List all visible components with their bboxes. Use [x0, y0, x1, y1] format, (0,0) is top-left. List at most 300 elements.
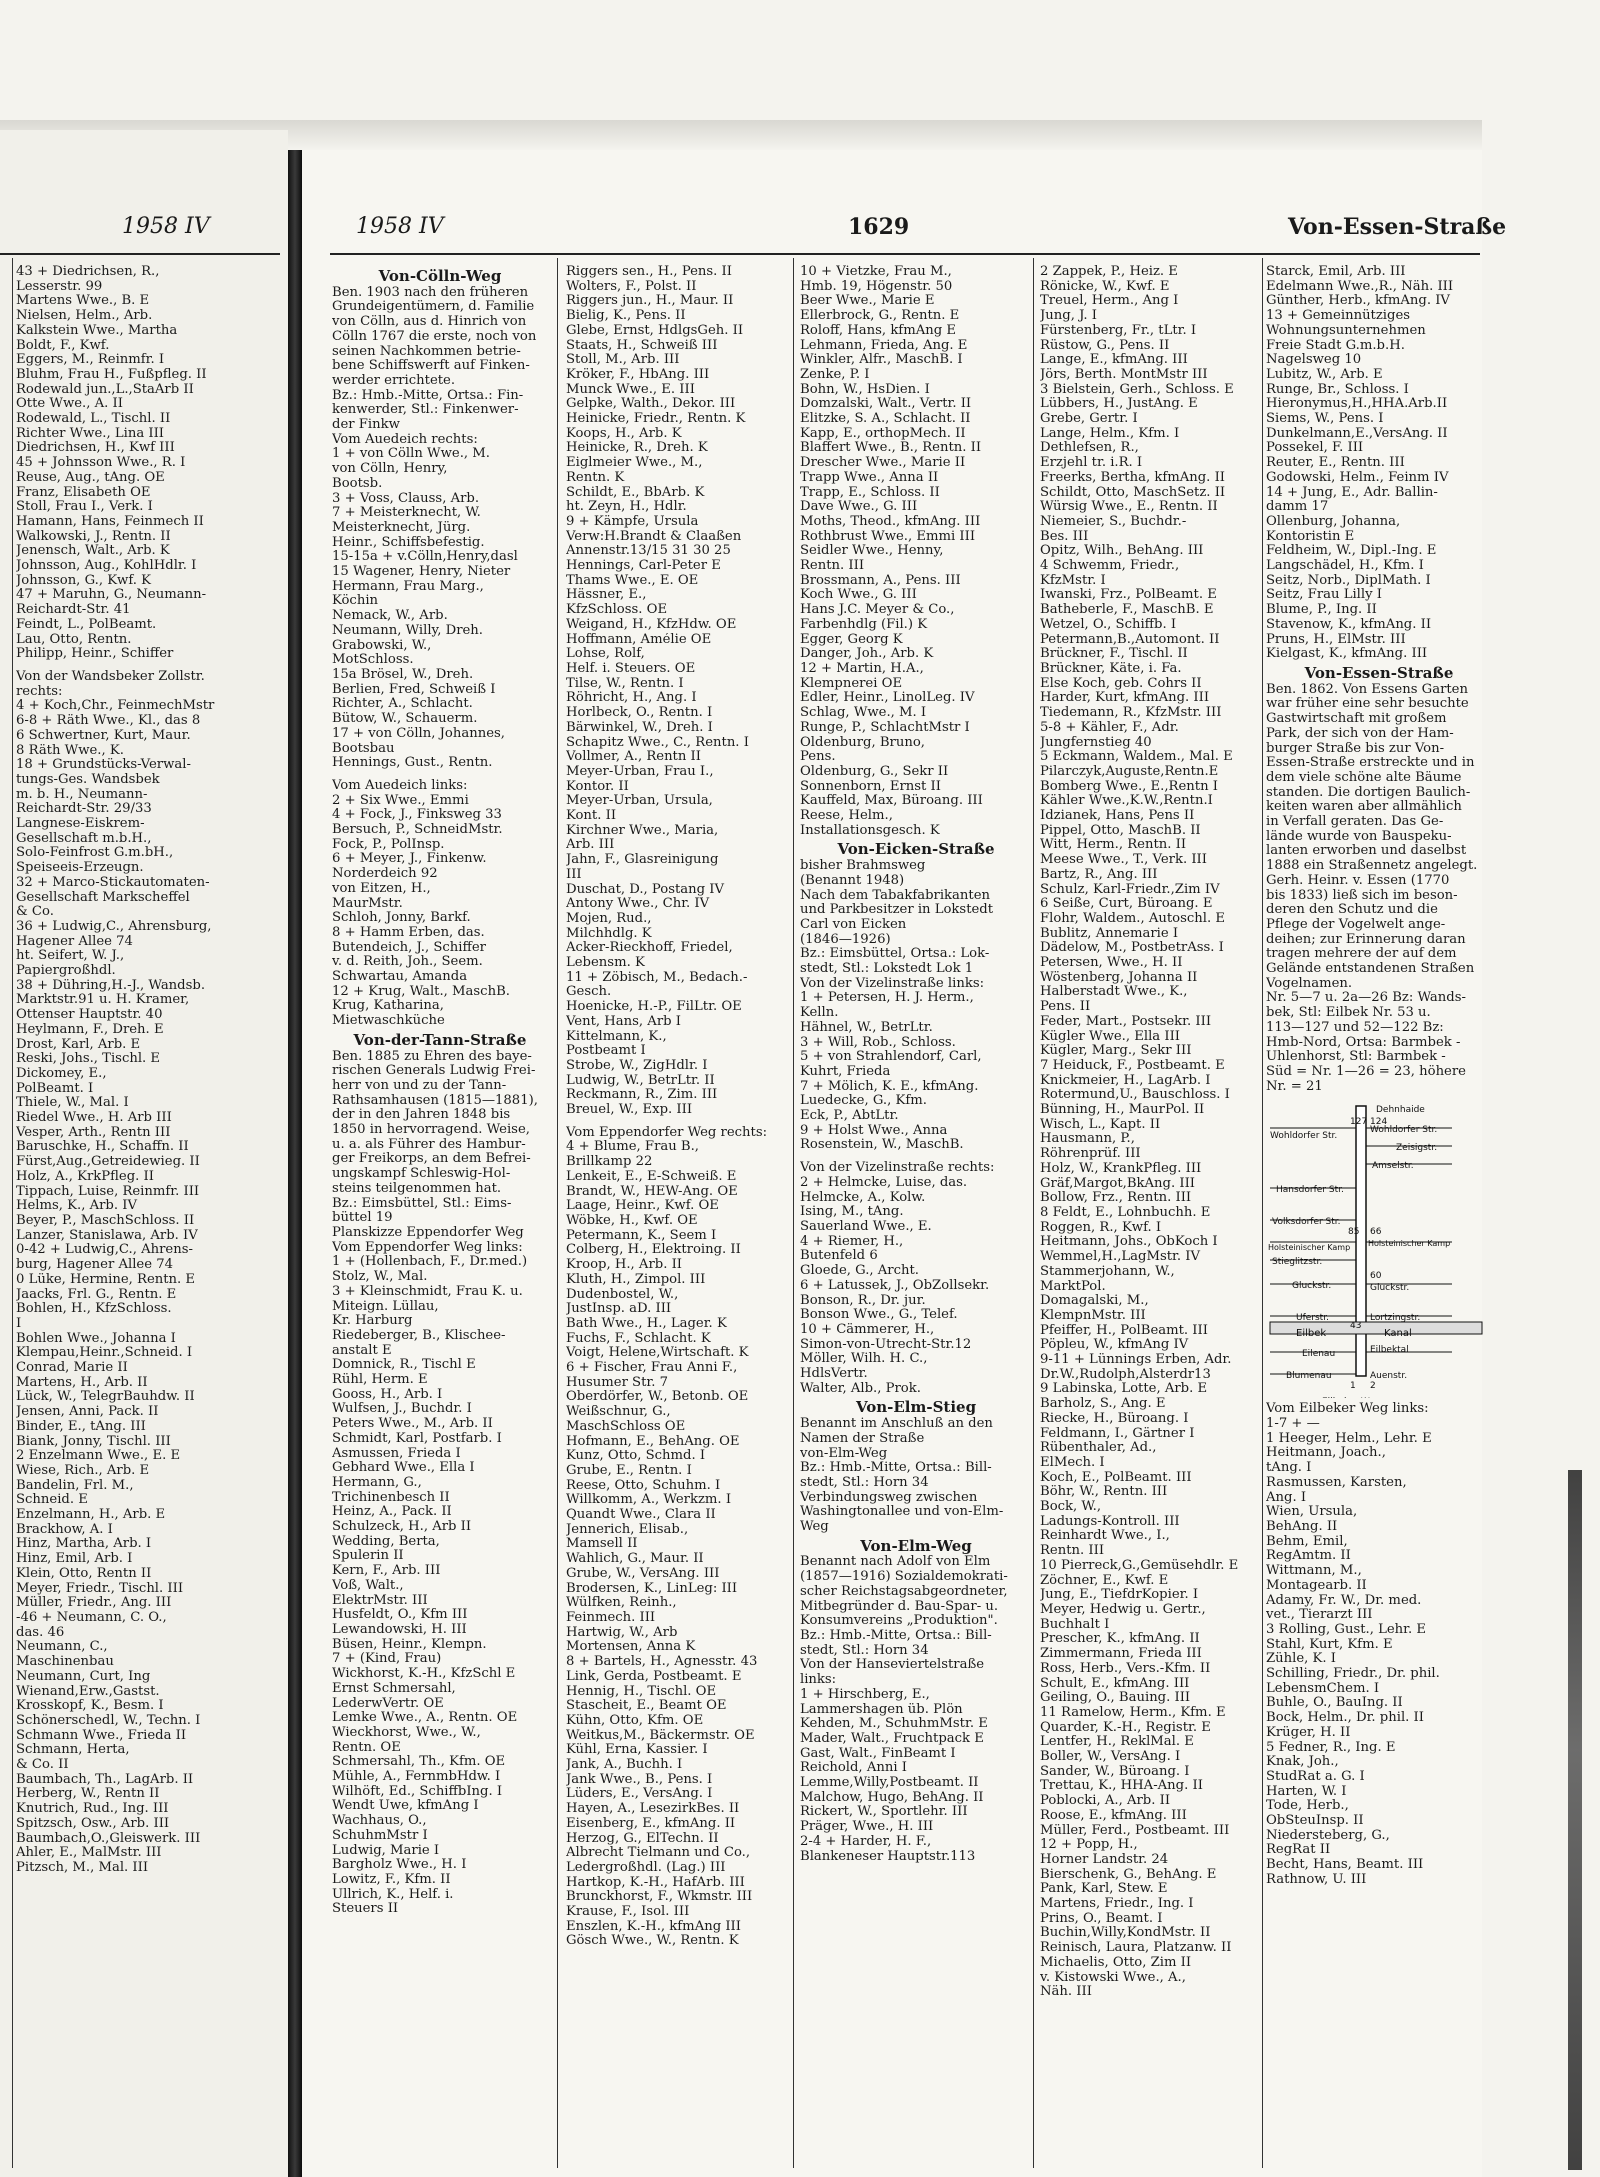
directory-entry: Essen-Straße erstreckte und in: [1266, 756, 1475, 771]
directory-entry: 113—127 und 52—122 Bz:: [1266, 1020, 1444, 1035]
directory-entry: Blankeneser Hauptstr.113: [800, 1849, 976, 1864]
directory-entry: Meyer-Urban, Frau I.,: [566, 764, 714, 779]
directory-entry: 8 Feldt, E., Lohnbuchh. E: [1040, 1206, 1211, 1220]
directory-entry: Walter, Alb., Prok.: [800, 1381, 921, 1396]
directory-entry: Grundeigentümern, d. Familie: [332, 300, 535, 315]
directory-entry: Becht, Hans, Beamt. III: [1266, 1858, 1424, 1873]
directory-entry: Schapitz Wwe., C., Rentn. I: [566, 735, 749, 750]
directory-entry: Lemme,Willy,Postbeamt. II: [800, 1776, 979, 1791]
map-label: Dehnhaide: [1376, 1105, 1425, 1116]
directory-entry: Wickhorst, K.-H., KfzSchl E: [332, 1667, 516, 1682]
directory-entry: Lewandowski, H. III: [332, 1622, 467, 1637]
directory-entry: bene Schiffswerft auf Finken-: [332, 359, 530, 374]
directory-entry: burg, Hagener Allee 74: [16, 1258, 174, 1273]
directory-entry: Rühl, Herm. E: [332, 1373, 428, 1388]
directory-entry: der in den Jahren 1848 bis: [332, 1108, 511, 1123]
directory-entry: Neumann, C.,: [16, 1640, 108, 1655]
directory-entry: Bootsb.: [332, 476, 383, 491]
directory-entry: Laage, Heinr., Kwf. OE: [566, 1199, 719, 1214]
directory-entry: werder errichtete.: [332, 373, 456, 388]
directory-entry: Petermann,B.,Automont. II: [1040, 632, 1220, 647]
directory-entry: Halberstadt Wwe., K.,: [1040, 985, 1188, 1000]
directory-entry: Kühl, Erna, Kassier. I: [566, 1743, 708, 1758]
directory-entry: Siems, W., Pens. I: [1266, 412, 1384, 427]
directory-entry: Enszlen, K.-H., kfmAng III: [566, 1919, 741, 1934]
directory-entry: Hermann, Frau Marg.,: [332, 579, 484, 594]
directory-entry: Wieckhorst, Wwe., W.,: [332, 1725, 481, 1740]
directory-entry: KlempnMstr. III: [1040, 1308, 1146, 1323]
directory-entry: Stoll, Frau I., Verk. I: [16, 500, 153, 515]
directory-entry: Kuhrt, Frieda: [800, 1064, 891, 1079]
directory-entry: Erzjehl tr. i.R. I: [1040, 456, 1143, 471]
directory-entry: Schildt, Otto, MaschSetz. II: [1040, 485, 1226, 500]
left-page-year: 1958 IV: [122, 214, 210, 239]
directory-entry: Flohr, Waldem., Autoschl. E: [1040, 911, 1225, 926]
directory-entry: Dudenbostel, W.,: [566, 1287, 679, 1302]
directory-entry: Bünning, H., MaurPol. II: [1040, 1103, 1205, 1118]
directory-entry: Wulfsen, J., Buchdr. I: [332, 1402, 472, 1417]
directory-entry: Reuter, E., Rentn. III: [1266, 456, 1405, 471]
directory-entry: Rentn. OE: [332, 1740, 401, 1755]
directory-entry: Bz.: Hmb.-Mitte, Ortsa.: Bill-: [800, 1461, 992, 1476]
directory-entry: Fock, P., PolInsp.: [332, 837, 445, 852]
directory-entry: deihen; zur Erinnerung daran: [1266, 932, 1466, 947]
directory-entry: Bz.: Eimsbüttel, Stl.: Eims-: [332, 1196, 512, 1211]
directory-entry: Weitkus,M., Bäckermstr. OE: [566, 1728, 755, 1743]
directory-entry: u. a. als Führer des Hambur-: [332, 1137, 526, 1152]
running-title: Von-Essen-Straße: [1288, 214, 1507, 240]
directory-entry: Mamsell II: [566, 1537, 638, 1552]
directory-entry: Johnsson, G., Kwf. K: [16, 573, 151, 588]
directory-entry: (1857—1916) Sozialdemokrati-: [800, 1570, 1008, 1585]
directory-entry: Schmersahl, Th., Kfm. OE: [332, 1755, 506, 1770]
directory-entry: Walkowski, J., Rentn. II: [16, 529, 171, 544]
directory-entry: Lübbers, H., JustAng. E: [1040, 397, 1198, 412]
directory-entry: Feinmech. III: [566, 1610, 656, 1625]
map-label: Hansdorfer Str.: [1276, 1185, 1344, 1196]
directory-entry: war früher eine sehr besuchte: [1266, 697, 1469, 712]
map-main-street: [1356, 1106, 1366, 1376]
book-gutter: [288, 150, 302, 2177]
page-number: 1629: [848, 214, 910, 240]
directory-entry: Speiseeis-Erzeugn.: [16, 861, 144, 876]
directory-entry: Hennings, Gust., Rentn.: [332, 756, 493, 771]
directory-entry: Hmb. 19, Högenstr. 50: [800, 279, 953, 294]
directory-entry: 4 Schwemm, Friedr.,: [1040, 559, 1180, 574]
directory-entry: Röhrenprüf. III: [1040, 1147, 1141, 1162]
directory-entry: Konsumvereins „Produktion".: [800, 1614, 998, 1629]
directory-entry: Verbindungsweg zwischen: [800, 1490, 978, 1505]
directory-entry: 47 + Maruhn, G., Neumann-: [16, 588, 207, 603]
directory-entry: Heylmann, F., Dreh. E: [16, 1022, 164, 1037]
directory-entry: Dädelow, M., PostbetrAss. I: [1040, 941, 1224, 956]
directory-entry: Schult, E., kfmAng. III: [1040, 1676, 1190, 1691]
directory-entry: Kr. Harburg: [332, 1314, 413, 1329]
directory-entry: Würsig Wwe., E., Rentn. II: [1040, 500, 1218, 515]
directory-entry: v. d. Reith, Joh., Seem.: [332, 955, 483, 970]
directory-entry: Stammerjohann, W.,: [1040, 1264, 1175, 1279]
directory-entry: Malchow, Hugo, BehAng. II: [800, 1790, 984, 1805]
directory-entry: Nagelsweg 10: [1266, 353, 1362, 368]
directory-entry: Willkomm, A., Werkzm. I: [566, 1493, 732, 1508]
directory-entry: MotSchloss.: [332, 653, 414, 668]
directory-entry: Kittelmann, K.,: [566, 1029, 667, 1044]
directory-entry: Wachhaus, O.,: [332, 1814, 427, 1829]
directory-entry: Horner Landstr. 24: [1040, 1852, 1169, 1867]
directory-entry: Gastwirtschaft mit großem: [1266, 712, 1447, 727]
directory-entry: v. Kistowski Wwe., A.,: [1040, 1970, 1186, 1985]
directory-entry: Bootsbau: [332, 741, 395, 756]
directory-entry: Wedding, Berta,: [332, 1534, 440, 1549]
directory-entry: Pöpleu, W., kfmAng IV: [1040, 1338, 1189, 1353]
directory-entry: Danger, Joh., Arb. K: [800, 647, 934, 662]
directory-entry: Heitmann, Johs., ObKoch I: [1040, 1235, 1218, 1250]
directory-entry: ger Freikorps, an dem Befrei-: [332, 1152, 531, 1167]
directory-entry: Edler, Heinr., LinolLeg. IV: [800, 691, 975, 706]
directory-entry: Bluhm, Frau H., Fußpfleg. II: [16, 367, 207, 382]
directory-entry: Michaelis, Otto, Zim II: [1040, 1955, 1192, 1970]
directory-entry: Mortensen, Anna K: [566, 1640, 696, 1655]
directory-entry: 6 + Meyer, J., Finkenw.: [332, 852, 487, 867]
directory-entry: Roloff, Hans, kfmAng E: [800, 323, 956, 338]
directory-entry: bisher Brahmsweg: [800, 859, 926, 874]
directory-entry: Lemke Wwe., A., Rentn. OE: [332, 1711, 518, 1726]
directory-entry: Jenensch, Walt., Arb. K: [16, 544, 170, 559]
directory-entry: Prins, O., Beamt. I: [1040, 1911, 1163, 1926]
directory-entry: MaschSchloss OE: [566, 1419, 686, 1434]
directory-entry: LederwVertr. OE: [332, 1696, 444, 1711]
directory-entry: Feder, Mart., Postsekr. III: [1040, 1014, 1212, 1029]
directory-entry: Hoenicke, H.-P., FilLtr. OE: [566, 1000, 742, 1015]
directory-entry: Bohn, W., HsDien. I: [800, 382, 930, 397]
directory-entry: Batheberle, F., MaschB. E: [1040, 603, 1214, 618]
street-heading: Von-Cölln-Weg: [378, 267, 502, 285]
directory-entry: PolBeamt. I: [16, 1081, 94, 1096]
directory-entry: Boldt, F., Kwf.: [16, 338, 110, 353]
directory-entry: Tiedemann, R., KfzMstr. III: [1040, 706, 1222, 721]
directory-entry: Mietwaschküche: [332, 1014, 445, 1029]
directory-entry: Heinicke, Friedr., Rentn. K: [566, 412, 746, 427]
directory-entry: Hennings, Carl-Peter E: [566, 559, 721, 574]
directory-entry: Süd = Nr. 1—26 = 23, höhere: [1266, 1064, 1466, 1079]
directory-entry: Tippach, Luise, Reinmfr. III: [16, 1184, 200, 1199]
directory-entry: HdlsVertr.: [800, 1367, 868, 1382]
directory-entry: Pank, Karl, Stew. E: [1040, 1882, 1168, 1897]
directory-entry: vet., Tierarzt III: [1266, 1608, 1373, 1623]
directory-entry: Idzianek, Hans, Pens II: [1040, 809, 1195, 824]
directory-entry: Trichinenbesch II: [332, 1490, 450, 1505]
directory-entry: Grube, W., VersAng. III: [566, 1566, 720, 1581]
directory-entry: Reckmann, R., Zim. III: [566, 1088, 718, 1103]
directory-entry: standen. Die dortigen Baulich-: [1266, 785, 1471, 800]
directory-entry: Opitz, Wilh., BehAng. III: [1040, 544, 1204, 559]
map-label: Wohldorfer Str.: [1370, 1125, 1438, 1136]
directory-entry: Feldheim, W., Dipl.-Ing. E: [1266, 544, 1437, 559]
directory-entry: Eiglmeier Wwe., M.,: [566, 456, 703, 471]
directory-entry: Jungfernstieg 40: [1040, 735, 1152, 750]
directory-entry: Bierschenk, G., BehAng. E: [1040, 1867, 1217, 1882]
directory-entry: Langnese-Eiskrem-: [16, 817, 145, 832]
directory-entry: Moths, Theod., kfmAng. III: [800, 514, 981, 529]
directory-entry: büttel 19: [332, 1211, 393, 1226]
directory-entry: Starck, Emil, Arb. III: [1266, 265, 1406, 279]
directory-entry: 3 + Voss, Clauss, Arb.: [332, 491, 480, 506]
directory-entry: Koch, E., PolBeamt. III: [1040, 1470, 1192, 1485]
directory-entry: (Benannt 1948): [800, 873, 905, 888]
directory-entry: Lange, Helm., Kfm. I: [1040, 426, 1180, 441]
directory-entry: Nr. = 21: [1266, 1079, 1323, 1094]
directory-entry: Thams Wwe., E. OE: [566, 573, 699, 588]
directory-entry: Marktstr.91 u. H. Kramer,: [16, 993, 190, 1008]
directory-entry: Nemack, W., Arb.: [332, 609, 448, 624]
directory-entry: Hofmann, E., BehAng. OE: [566, 1434, 740, 1449]
directory-entry: 1 + Hirschberg, E.,: [800, 1687, 930, 1702]
directory-entry: Trettau, K., HHA-Ang. II: [1040, 1779, 1203, 1794]
directory-entry: m. b. H., Neumann-: [16, 787, 148, 802]
directory-entry: links:: [800, 1673, 837, 1688]
directory-entry: Colberg, H., Elektroing. II: [566, 1243, 741, 1258]
directory-entry: KfzMstr. I: [1040, 573, 1106, 588]
directory-entry: Beer Wwe., Marie E: [800, 294, 935, 309]
header-rule-right: [330, 253, 1480, 255]
directory-entry: Kähler Wwe.,K.W.,Rentn.I: [1040, 794, 1213, 809]
directory-entry: 2 + Six Wwe., Emmi: [332, 793, 469, 808]
directory-entry: 5 Fedner, R., Ing. E: [1266, 1740, 1396, 1755]
directory-entry: Böhr, W., Rentn. III: [1040, 1485, 1168, 1500]
directory-column-3: [800, 265, 1032, 1864]
directory-entry: Quandt Wwe., Clara II: [566, 1508, 716, 1523]
directory-entry: bek, Stl: Eilbek Nr. 53 u.: [1266, 1006, 1431, 1021]
directory-entry: 8 Räth Wwe., K.: [16, 743, 124, 758]
directory-entry: Antony Wwe., Chr. IV: [566, 897, 710, 912]
directory-entry: 8 + Bartels, H., Agnesstr. 43: [566, 1655, 758, 1670]
directory-entry: Lohse, Rolf,: [566, 647, 645, 662]
map-label: 66: [1370, 1227, 1382, 1238]
directory-entry: 15 Wagener, Henry, Nieter: [332, 565, 511, 580]
directory-entry: Else Koch, geb. Cohrs II: [1040, 676, 1202, 691]
directory-entry: Bonson Wwe., G., Telef.: [800, 1308, 958, 1323]
directory-entry: Rothbrust Wwe., Emmi III: [800, 529, 976, 544]
directory-entry: Schmann, Herta,: [16, 1743, 130, 1758]
directory-entry: herr von und zu der Tann-: [332, 1078, 507, 1093]
directory-entry: Rosenstein, W., MaschB.: [800, 1138, 964, 1153]
directory-entry: Buchhalt I: [1040, 1617, 1110, 1632]
directory-entry: Hagener Allee 74: [16, 934, 133, 949]
directory-entry: Jung, J. I: [1040, 309, 1097, 324]
directory-entry: & Co. II: [16, 1758, 69, 1773]
directory-entry: Quarder, K.-H., Registr. E: [1040, 1720, 1211, 1735]
map-label: 85: [1348, 1227, 1360, 1238]
directory-entry: stedt, Stl.: Lokstedt Lok 1: [800, 962, 974, 977]
directory-entry: Meyer, Hedwig u. Gertr.,: [1040, 1602, 1206, 1617]
directory-entry: Gesellschaft m.b.H.,: [16, 831, 152, 846]
directory-entry: Voigt, Helene,Wirtschaft. K: [566, 1346, 749, 1361]
directory-entry: tragen mehrere der auf dem: [1266, 947, 1457, 962]
directory-entry: Krug, Katharina,: [332, 999, 444, 1014]
directory-entry: Reese, Helm.,: [800, 809, 893, 824]
directory-entry: Glebe, Ernst, HdlgsGeh. II: [566, 323, 744, 338]
directory-entry: Gooss, H., Arb. I: [332, 1387, 443, 1402]
directory-entry: anstalt E: [332, 1343, 392, 1358]
directory-entry: Rentn. III: [800, 559, 865, 574]
directory-entry: rechts:: [16, 684, 63, 699]
directory-entry: 17 + von Cölln, Johannes,: [332, 726, 505, 741]
directory-entry: Domnick, R., Tischl E: [332, 1358, 476, 1373]
directory-entry: Rüstow, G., Pens. II: [1040, 338, 1170, 353]
directory-entry: Riggers jun., H., Maur. II: [566, 294, 734, 309]
directory-entry: Lowitz, F., Kfm. II: [332, 1872, 451, 1887]
directory-entry: Runge, P., SchlachtMstr I: [800, 720, 970, 735]
directory-entry: Biank, Jonny, Tischl. III: [16, 1434, 171, 1449]
directory-entry: Zühle, K. I: [1266, 1652, 1337, 1667]
directory-entry: von Eitzen, H.,: [332, 881, 431, 896]
directory-entry: Lau, Otto, Rentn.: [16, 632, 132, 647]
directory-entry: Ludwig, Marie I: [332, 1843, 440, 1858]
left-page-column: [0, 265, 280, 1876]
directory-entry: Bes. III: [1040, 529, 1089, 544]
directory-entry: von-Elm-Weg: [800, 1446, 888, 1461]
directory-entry: Schildt, E., BbArb. K: [566, 485, 705, 500]
directory-entry: Stascheit, E., Beamt OE: [566, 1699, 727, 1714]
directory-entry: Knutrich, Rud., Ing. III: [16, 1802, 169, 1817]
directory-entry: 3 Rolling, Gust., Lehr. E: [1266, 1622, 1427, 1637]
directory-entry: Pens. II: [1040, 1000, 1091, 1015]
directory-column-4: [1040, 265, 1262, 2000]
directory-entry: Fürst,Aug.,Getreidewieg. II: [16, 1155, 200, 1170]
directory-entry: Wienand,Erw.,Gastst.: [16, 1684, 160, 1699]
directory-entry: Gebhard Wwe., Ella I: [332, 1461, 475, 1476]
directory-entry: Reese, Otto, Schuhm. I: [566, 1478, 721, 1493]
directory-entry: Wittmann, M.,: [1266, 1564, 1362, 1579]
directory-entry: Röhricht, H., Ang. I: [566, 691, 697, 706]
directory-entry: KfzSchloss. OE: [566, 603, 668, 618]
directory-entry: RegAmtm. II: [1266, 1549, 1351, 1564]
directory-entry: Ernst Schmersahl,: [332, 1681, 456, 1696]
directory-entry: Reinisch, Laura, Platzanw. II: [1040, 1941, 1232, 1956]
directory-entry: Papiergroßhdl.: [16, 964, 116, 979]
directory-entry: Möller, Wilh. H. C.,: [800, 1352, 928, 1367]
column-rule: [793, 258, 794, 2168]
directory-entry: Weg: [800, 1520, 829, 1535]
directory-entry: Rentn. K: [566, 470, 625, 485]
directory-entry: 38 + Dühring,H.-J., Wandsb.: [16, 978, 206, 993]
directory-entry: Philipp, Heinr., Schiffer: [16, 647, 174, 662]
directory-entry: von Cölln, aus d. Hinrich von: [332, 315, 527, 330]
directory-entry: Ullrich, K., Helf. i.: [332, 1887, 454, 1902]
directory-entry: Bonson, R., Dr. jur.: [800, 1293, 926, 1308]
directory-entry: Bärwinkel, W., Dreh. I: [566, 720, 713, 735]
directory-entry: Von der Wandsbeker Zollstr.: [16, 669, 205, 684]
directory-entry: 32 + Marco-Stickautomaten-: [16, 875, 210, 890]
directory-entry: Freerks, Bertha, kfmAng. II: [1040, 470, 1225, 485]
directory-entry: Niemeier, S., Buchdr.-: [1040, 514, 1187, 529]
map-label: Zeisigstr.: [1396, 1143, 1438, 1154]
directory-entry: Mojen, Rud.,: [566, 911, 652, 926]
directory-entry: Bz.: Hmb.-Mitte, Ortsa.: Bill-: [800, 1628, 992, 1643]
directory-entry: Wendt Uwe, kfmAng I: [332, 1799, 479, 1814]
map-label: Eilenau: [1302, 1349, 1336, 1360]
directory-entry: 6 Seiße, Curt, Büroang. E: [1040, 897, 1213, 912]
directory-entry: Bohlen, H., KfzSchloss.: [16, 1302, 172, 1317]
directory-entry: Enzelmann, H., Arb. E: [16, 1508, 166, 1523]
directory-entry: Thiele, W., Mal. I: [16, 1096, 129, 1111]
directory-entry: Wöstenberg, Johanna II: [1040, 970, 1198, 985]
map-label: [1322, 1397, 1381, 1398]
directory-entry: Ross, Herb., Vers.-Kfm. II: [1040, 1661, 1211, 1676]
directory-entry: Koops, H., Arb. K: [566, 426, 682, 441]
directory-entry: Oberdörfer, W., Betonb. OE: [566, 1390, 749, 1405]
directory-entry: Stahl, Kurt, Kfm. E: [1266, 1637, 1393, 1652]
directory-entry: Grabowski, W.,: [332, 638, 432, 653]
directory-entry: 7 + Meisterknecht, W.: [332, 506, 481, 521]
directory-entry: Bersuch, P., SchneidMstr.: [332, 823, 503, 838]
directory-entry: Planskizze Eppendorfer Weg: [332, 1226, 524, 1240]
directory-entry: BehAng. II: [1266, 1520, 1338, 1534]
directory-entry: Pilarczyk,Auguste,Rentn.E: [1040, 764, 1219, 779]
directory-entry: Martens, H., Arb. II: [16, 1375, 148, 1390]
directory-entry: Blaffert Wwe., B., Rentn. II: [800, 441, 982, 456]
directory-entry: steins teilgenommen hat.: [332, 1181, 502, 1196]
directory-entry: Brunckhorst, F., Wkmstr. III: [566, 1890, 753, 1905]
directory-entry: Jank, A., Buchh. I: [566, 1758, 683, 1773]
directory-entry: Vogelnamen.: [1266, 976, 1353, 991]
directory-entry: Stavenow, K., kfmAng. II: [1266, 617, 1432, 632]
directory-entry: Schwartau, Amanda: [332, 970, 468, 985]
directory-entry: keiten waren aber allmählich: [1266, 800, 1462, 815]
directory-entry: Franz, Elisabeth OE: [16, 485, 151, 500]
directory-entry: Vom Eppendorfer Weg links:: [332, 1240, 523, 1255]
directory-entry: Kauffeld, Max, Büroang. III: [800, 794, 983, 809]
directory-entry: Hässner, E.,: [566, 588, 647, 603]
directory-entry: Jung, E., TiefdrKopier. I: [1040, 1588, 1199, 1603]
directory-entry: Boller, W., VersAng. I: [1040, 1750, 1181, 1765]
map-label: Gluckstr.: [1370, 1283, 1410, 1294]
directory-entry: Ben. 1885 zu Ehren des baye-: [332, 1049, 532, 1064]
directory-entry: Gräf,Margot,BkAng. III: [1040, 1176, 1195, 1191]
directory-entry: Pflege der Vogelwelt ange-: [1266, 917, 1446, 932]
directory-entry: Lebensm. K: [566, 956, 645, 971]
directory-entry: Ellerbrock, G., Rentn. E: [800, 309, 960, 324]
map-label: Eilbektal: [1370, 1345, 1409, 1356]
directory-entry: Namen der Straße: [800, 1431, 925, 1446]
directory-entry: Näh. III: [1040, 1985, 1092, 2000]
directory-entry: Treuel, Herm., Ang I: [1040, 294, 1179, 309]
directory-entry: Wahlich, G., Maur. II: [566, 1552, 704, 1567]
directory-entry: Eck, P., AbtLtr.: [800, 1109, 899, 1124]
directory-entry: Bohlen Wwe., Johanna I: [16, 1331, 176, 1346]
directory-entry: Vom Auedeich links:: [332, 778, 468, 793]
directory-entry: Butenfeld 6: [800, 1249, 878, 1264]
directory-entry: Kirchner Wwe., Maria,: [566, 823, 719, 838]
directory-entry: Helms, K., Arb. IV: [16, 1199, 137, 1214]
header-rule-left: [0, 253, 280, 255]
directory-entry: 12 + Popp, H.,: [1040, 1838, 1138, 1853]
directory-entry: Wilhöft, Ed., SchiffbIng. I: [332, 1784, 503, 1799]
directory-entry: Zimmermann, Frieda III: [1040, 1647, 1202, 1662]
directory-entry: lanten erworben und daselbst: [1266, 844, 1467, 859]
directory-entry: Lüders, E., VersAng. I: [566, 1787, 713, 1802]
directory-entry: [332, 771, 548, 779]
directory-entry: Trapp Wwe., Anna II: [800, 470, 939, 485]
directory-entry: Holz, W., KrankPfleg. III: [1040, 1161, 1202, 1176]
directory-entry: Ahler, E., MalMstr. III: [16, 1846, 162, 1861]
directory-entry: Berlien, Fred, Schweiß I: [332, 682, 496, 697]
directory-entry: stedt, Stl.: Horn 34: [800, 1475, 929, 1490]
map-label: 124: [1370, 1117, 1388, 1128]
directory-entry: Rotermund,U., Bauschloss. I: [1040, 1088, 1230, 1103]
directory-entry: Hmb-Nord, Ortsa: Barmbek -: [1266, 1035, 1461, 1050]
directory-entry: Kluth, H., Zimpol. III: [566, 1272, 706, 1287]
